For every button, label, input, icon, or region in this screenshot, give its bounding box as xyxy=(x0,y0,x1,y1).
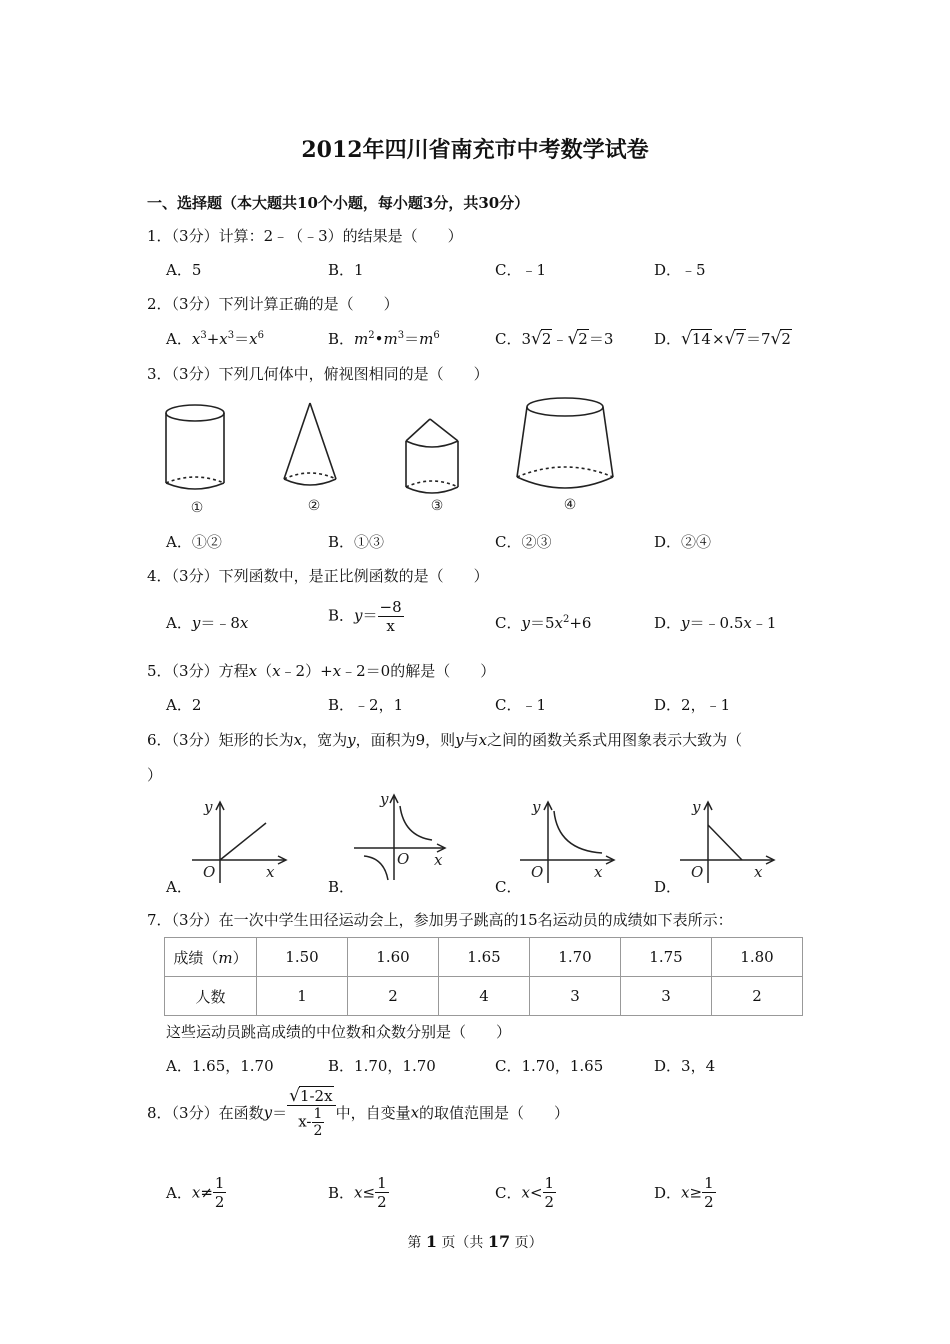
q2-option-b[interactable]: B．$m^2•m^3=m^6$ xyxy=(328,330,440,348)
table-cell: 2 xyxy=(712,977,803,1016)
q7-option-a[interactable]: A．1.65，1.70 xyxy=(166,1057,274,1075)
graph-b xyxy=(350,788,450,888)
section-heading: 一、选择题（本大题共10个小题，每小题3分，共30分） xyxy=(147,194,530,212)
q1-option-c[interactable]: C．﹣1 xyxy=(495,261,547,279)
figure-label-4: ④ xyxy=(563,497,577,513)
q7-option-d[interactable]: D．3，4 xyxy=(654,1057,716,1075)
svg-text:y: y xyxy=(380,790,389,808)
page-title: 2012年四川省南充市中考数学试卷 xyxy=(301,137,649,163)
q3-option-c[interactable]: C．②③ xyxy=(495,533,552,551)
table-cell: 3 xyxy=(530,977,621,1016)
graph-a xyxy=(190,795,290,890)
svg-text:x: x xyxy=(754,863,763,881)
table-header-cell: 成绩（m） xyxy=(165,938,257,977)
q8-option-a[interactable]: A．x≠ $\frac{1}{2}$ xyxy=(166,1174,225,1211)
q7-option-c[interactable]: C．1.70，1.65 xyxy=(495,1057,604,1075)
question-6-cont: ） xyxy=(147,766,163,784)
svg-text:O: O xyxy=(691,863,704,881)
table-cell: 3 xyxy=(621,977,712,1016)
q2-option-c[interactable]: C．3√2﹣√2＝3 xyxy=(495,329,614,349)
svg-text:y: y xyxy=(692,798,701,816)
q6-option-a[interactable]: A． xyxy=(166,878,192,896)
q7-option-b[interactable]: B．1.70，1.70 xyxy=(328,1057,436,1075)
question-7-prompt: 这些运动员跳高成绩的中位数和众数分别是（ ） xyxy=(166,1023,512,1041)
q3-option-d[interactable]: D．②④ xyxy=(654,533,712,551)
table-row xyxy=(165,938,803,977)
q4-option-b[interactable]: B．y＝ $\frac{-8}{x}$ xyxy=(328,598,402,635)
q3-option-b[interactable]: B．①③ xyxy=(328,533,385,551)
graph-c xyxy=(518,795,618,890)
question-7: 7．（3分）在一次中学生田径运动会上，参加男子跳高的15名运动员的成绩如下表所示： xyxy=(147,911,733,929)
page-total: 17 xyxy=(487,1232,511,1251)
svg-text:O: O xyxy=(397,850,410,868)
figure-label-1: ① xyxy=(190,500,204,516)
table-cell: 2 xyxy=(348,977,439,1016)
svg-text:x: x xyxy=(594,863,603,881)
table-header-cell: 人数 xyxy=(165,977,257,1016)
question-1: 1．（3分）计算：2﹣（﹣3）的结果是（ ） xyxy=(147,227,463,245)
page-footer: 第 1 页（共 17 页） xyxy=(407,1232,543,1251)
solid-figures xyxy=(160,395,630,520)
table-cell: 1.75 xyxy=(621,938,712,977)
figure-label-2: ② xyxy=(307,498,321,514)
question-3: 3．（3分）下列几何体中，俯视图相同的是（ ） xyxy=(147,365,489,383)
q8-option-c[interactable]: C．x< $\frac{1}{2}$ xyxy=(495,1174,555,1211)
q5-option-d[interactable]: D．2，﹣1 xyxy=(654,696,731,714)
q3-option-a[interactable]: A．①② xyxy=(166,533,222,551)
question-6: 6．（3分）矩形的长为x，宽为y，面积为9，则y与x之间的函数关系式用图象表示大致为（ xyxy=(147,731,743,749)
svg-text:y: y xyxy=(204,798,213,816)
q2-option-a[interactable]: A．$x^3+x^3=x^6$ xyxy=(166,330,264,348)
q1-option-a[interactable]: A．5 xyxy=(166,261,202,279)
svg-text:O: O xyxy=(203,863,216,881)
q5-option-c[interactable]: C．﹣1 xyxy=(495,696,547,714)
q1-option-d[interactable]: D．﹣5 xyxy=(654,261,706,279)
svg-text:x: x xyxy=(434,851,443,869)
q6-option-b[interactable]: B． xyxy=(328,878,355,896)
q6-option-d[interactable]: D． xyxy=(654,878,682,896)
figure-label-3: ③ xyxy=(430,498,444,514)
page-number: 1 xyxy=(425,1232,437,1251)
question-8: 8．（3分）在函数y＝ √1-2x x- $\frac{1}{2}$ 中，自变量x的取值范围是（ ） xyxy=(147,1086,570,1139)
question-4: 4．（3分）下列函数中，是正比例函数的是（ ） xyxy=(147,567,489,585)
question-5: 5．（3分）方程x（x﹣2）+x﹣2＝0的解是（ ） xyxy=(147,662,496,680)
q8-fraction: √1-2x x- $\frac{1}{2}$ xyxy=(287,1086,335,1139)
svg-text:y: y xyxy=(532,798,541,816)
q2-option-d[interactable]: D．√14×√7＝7√2 xyxy=(654,329,791,349)
cone-on-cylinder-figure xyxy=(406,419,458,493)
table-cell: 1 xyxy=(257,977,348,1016)
q5-option-a[interactable]: A．2 xyxy=(166,696,202,714)
svg-text:O: O xyxy=(531,863,544,881)
q8-option-d[interactable]: D．x≥ $\frac{1}{2}$ xyxy=(654,1174,714,1211)
table-cell: 1.50 xyxy=(257,938,348,977)
table-cell: 1.60 xyxy=(348,938,439,977)
q4-option-c[interactable]: C．$y=5x^2+6$ xyxy=(495,614,592,632)
svg-text:x: x xyxy=(266,863,275,881)
q1-option-b[interactable]: B．1 xyxy=(328,261,364,279)
table-row xyxy=(165,977,803,1016)
graph-d xyxy=(678,795,778,890)
cylinder-figure xyxy=(166,405,224,489)
table-cell: 1.65 xyxy=(439,938,530,977)
cone-figure xyxy=(284,403,336,485)
q8-option-b[interactable]: B．x≤ $\frac{1}{2}$ xyxy=(328,1174,387,1211)
frustum-figure xyxy=(517,398,613,488)
table-cell: 4 xyxy=(439,977,530,1016)
q4-option-d[interactable]: D．y＝﹣0.5x﹣1 xyxy=(654,614,777,632)
q6-option-c[interactable]: C． xyxy=(495,878,522,896)
table-cell: 1.70 xyxy=(530,938,621,977)
question-2: 2．（3分）下列计算正确的是（ ） xyxy=(147,295,399,313)
q5-option-b[interactable]: B．﹣2，1 xyxy=(328,696,404,714)
table-cell: 1.80 xyxy=(712,938,803,977)
q4-option-a[interactable]: A．y＝﹣8x xyxy=(166,614,249,632)
score-table xyxy=(164,937,803,1016)
